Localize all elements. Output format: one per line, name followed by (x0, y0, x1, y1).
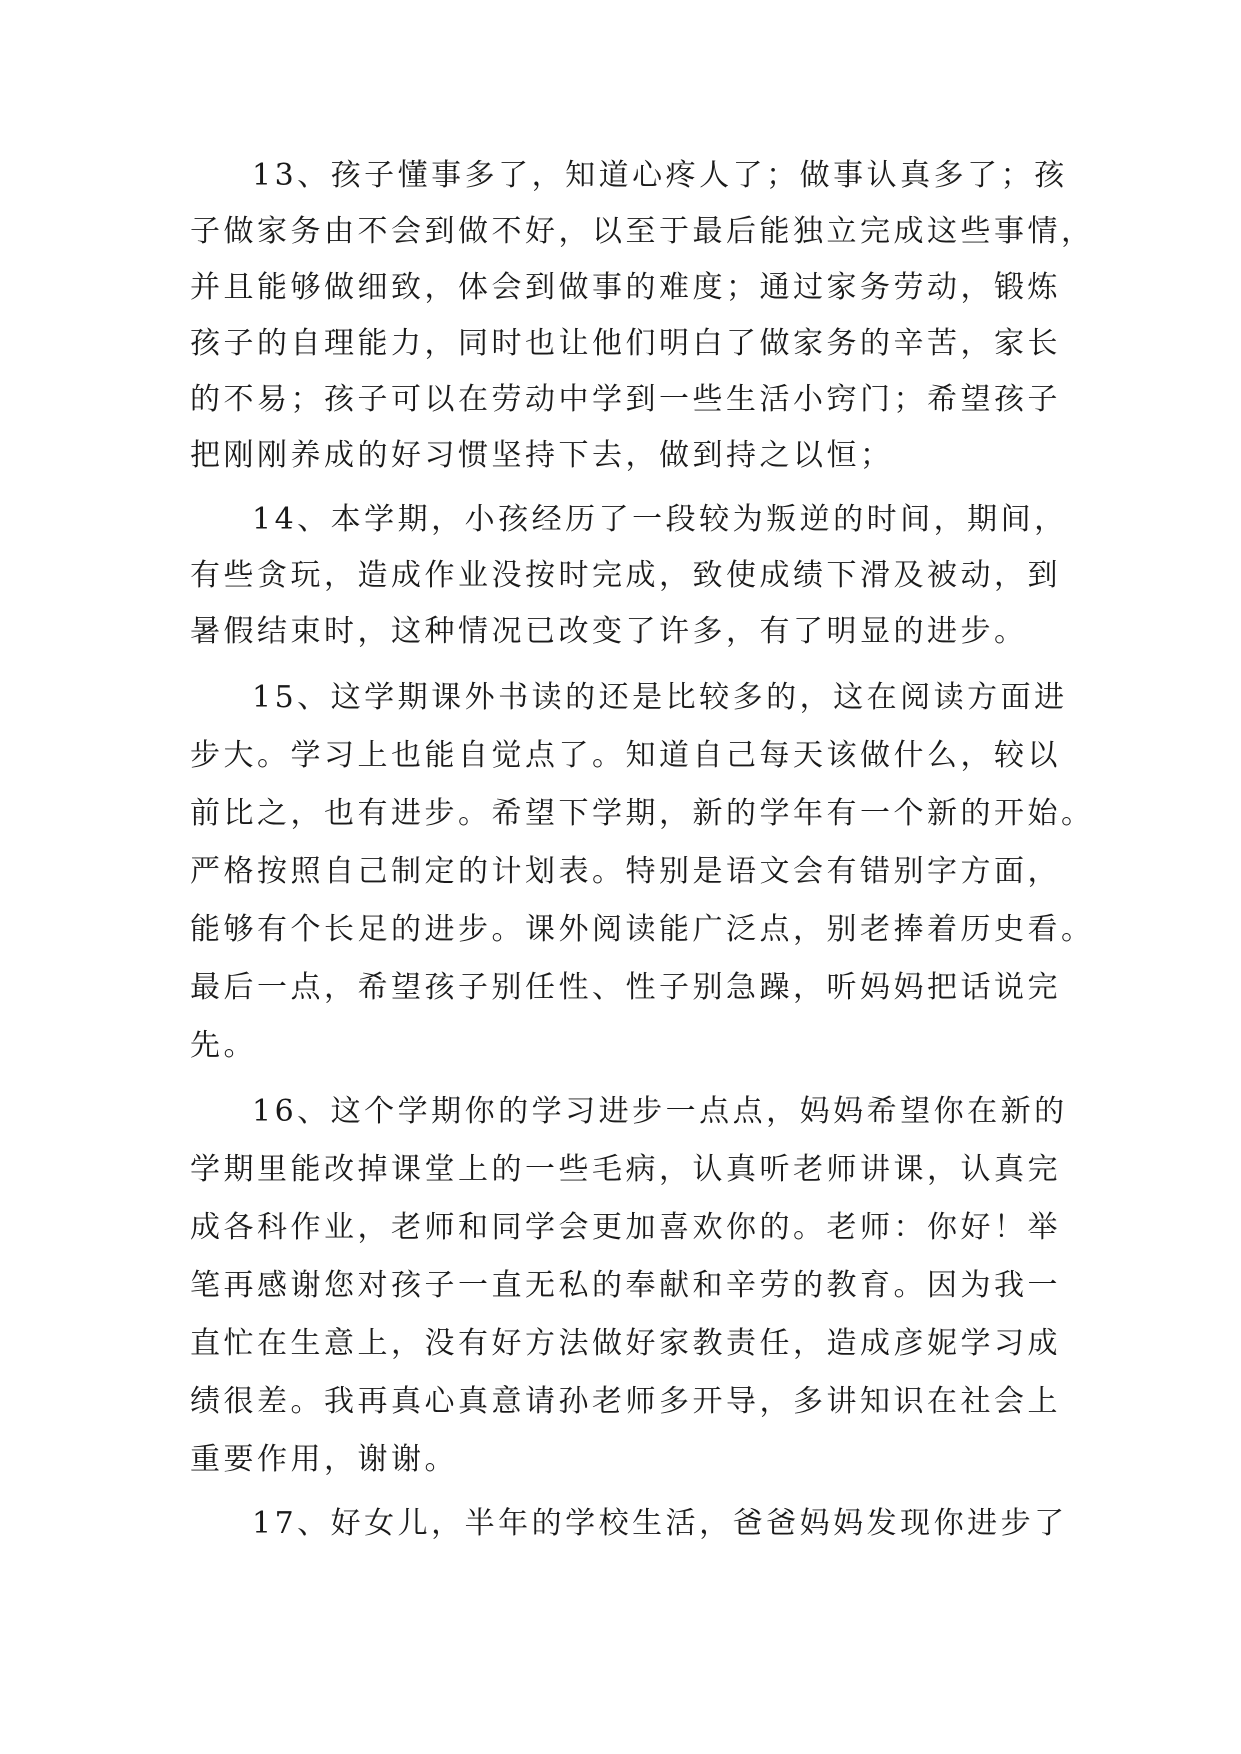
paragraph-13-line-1: 13、孩子懂事多了，知道心疼人了；做事认真多了；孩 (252, 158, 1068, 193)
paragraph-15-line-1: 15、这学期课外书读的还是比较多的，这在阅读方面进 (252, 680, 1068, 715)
paragraph-13-line-6: 把刚刚养成的好习惯坚持下去，做到持之以恒； (190, 438, 894, 473)
paragraph-15-line-7: 先。 (190, 1028, 257, 1063)
paragraph-15-line-6: 最后一点，希望孩子别任性、性子别急躁，听妈妈把话说完 (190, 970, 1061, 1005)
paragraph-15-line-5: 能够有个长足的进步。课外阅读能广泛点，别老捧着历史看。 (190, 912, 1095, 947)
paragraph-16-line-2: 学期里能改掉课堂上的一些毛病，认真听老师讲课，认真完 (190, 1152, 1061, 1187)
paragraph-15-line-4: 严格按照自己制定的计划表。特别是语文会有错别字方面， (190, 854, 1061, 889)
paragraph-15-line-2: 步大。学习上也能自觉点了。知道自己每天该做什么，较以 (190, 738, 1061, 773)
paragraph-16-line-5: 直忙在生意上，没有好方法做好家教责任，造成彦妮学习成 (190, 1326, 1061, 1361)
paragraph-17-line-1: 17、好女儿，半年的学校生活，爸爸妈妈发现你进步了 (252, 1506, 1068, 1541)
paragraph-13-line-4: 孩子的自理能力，同时也让他们明白了做家务的辛苦，家长 (190, 326, 1061, 361)
paragraph-16-line-7: 重要作用，谢谢。 (190, 1442, 458, 1477)
paragraph-16-line-6: 绩很差。我再真心真意请孙老师多开导，多讲知识在社会上 (190, 1384, 1061, 1419)
paragraph-14-line-1: 14、本学期，小孩经历了一段较为叛逆的时间，期间， (252, 502, 1068, 537)
paragraph-13-line-5: 的不易；孩子可以在劳动中学到一些生活小窍门；希望孩子 (190, 382, 1061, 417)
paragraph-13-line-2: 子做家务由不会到做不好，以至于最后能独立完成这些事情， (190, 214, 1095, 249)
paragraph-13-line-3: 并且能够做细致，体会到做事的难度；通过家务劳动，锻炼 (190, 270, 1061, 305)
paragraph-14-line-2: 有些贪玩，造成作业没按时完成，致使成绩下滑及被动，到 (190, 558, 1061, 593)
paragraph-14-line-3: 暑假结束时，这种情况已改变了许多，有了明显的进步。 (190, 614, 1028, 649)
paragraph-15-line-3: 前比之，也有进步。希望下学期，新的学年有一个新的开始。 (190, 796, 1095, 831)
paragraph-16-line-3: 成各科作业，老师和同学会更加喜欢你的。老师：你好！举 (190, 1210, 1061, 1245)
paragraph-16-line-4: 笔再感谢您对孩子一直无私的奉献和辛劳的教育。因为我一 (190, 1268, 1061, 1303)
paragraph-16-line-1: 16、这个学期你的学习进步一点点，妈妈希望你在新的 (252, 1094, 1068, 1129)
